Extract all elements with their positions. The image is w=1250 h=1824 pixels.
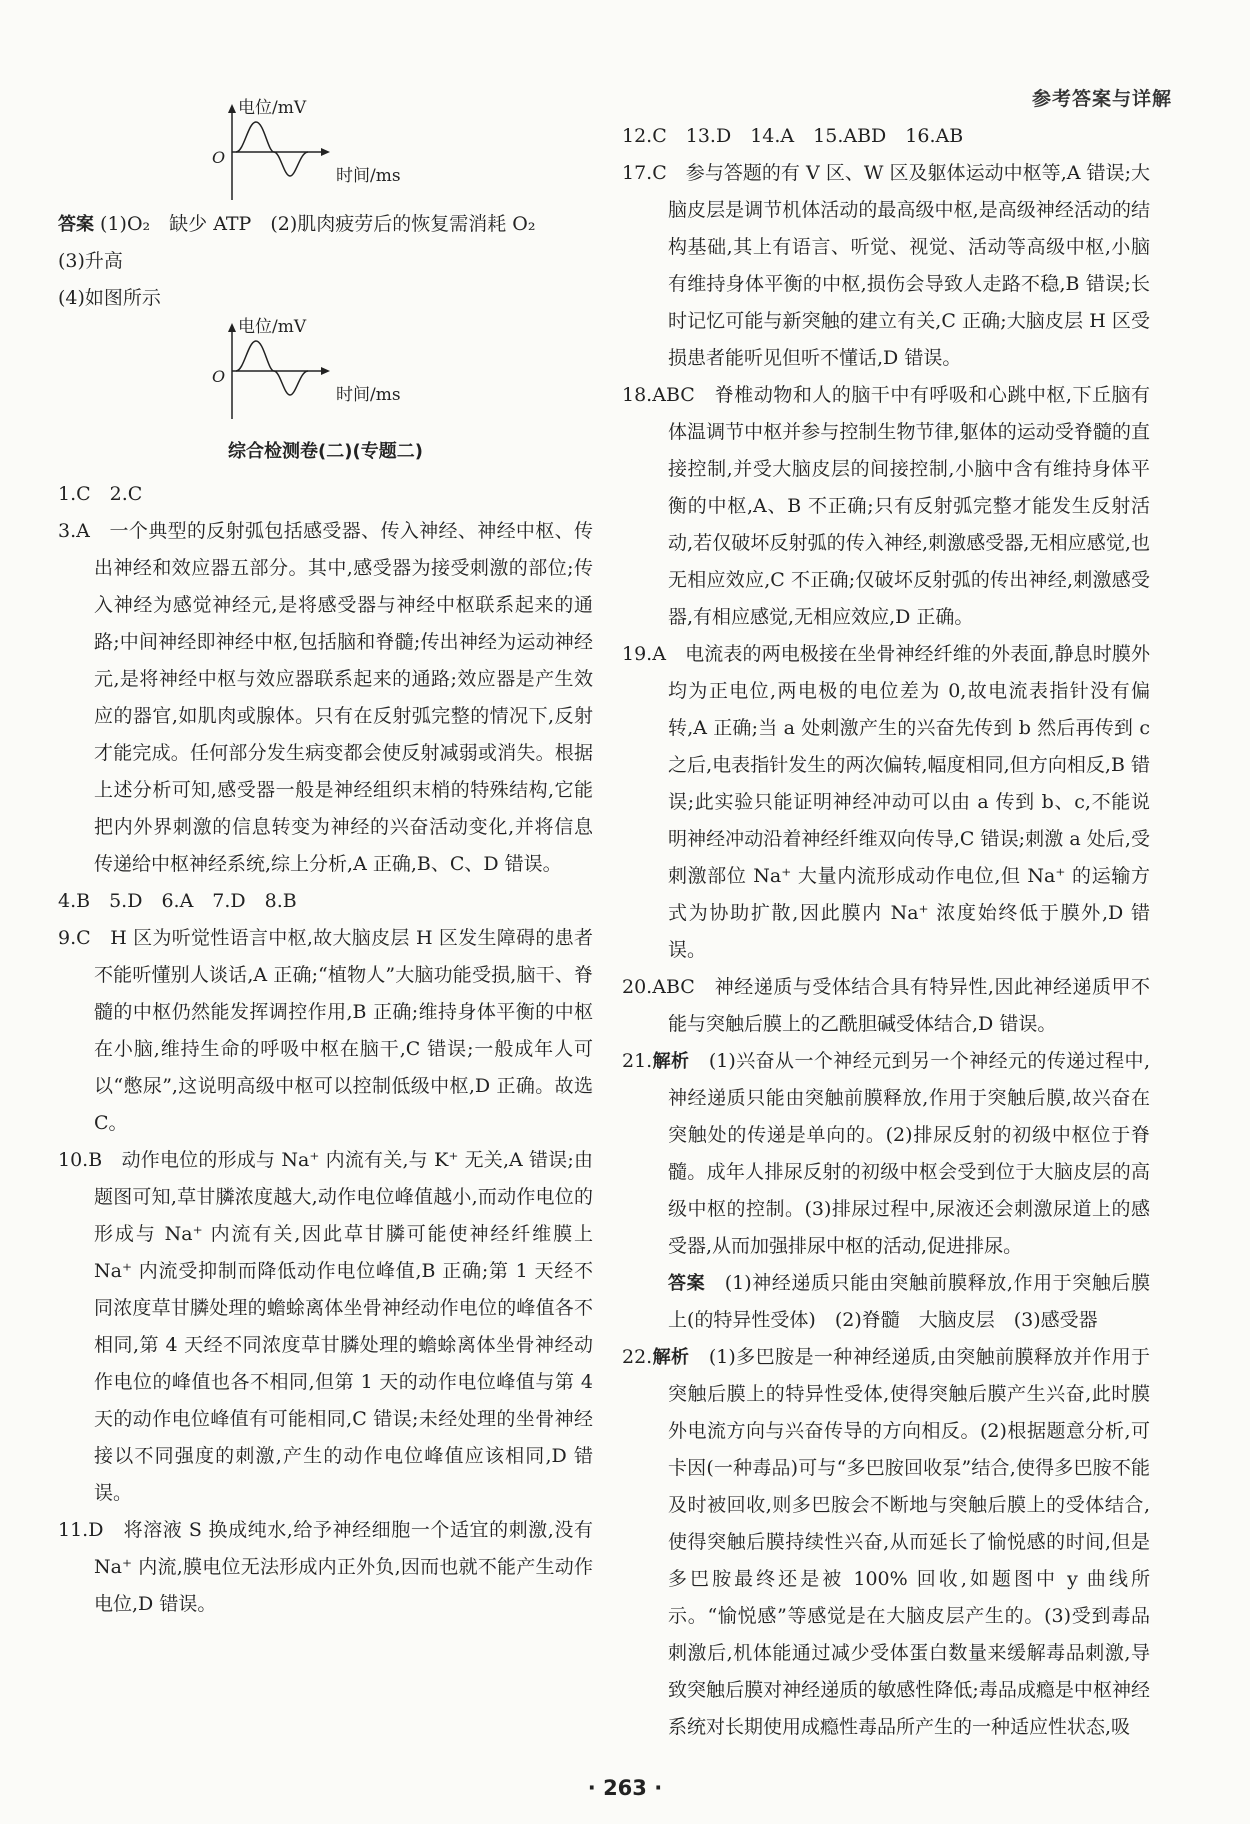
answer-label: 答案 [668, 1273, 706, 1294]
answer-19: 19.A 电流表的两电极接在坐骨神经纤维的外表面,静息时膜外均为正电位,两电极的电位差为 0,故电流表指针没有偏转,A 正确;当 a 处刺激产生的兴奋先传到 b 然后再传到 c 之后,电表指针发生的两次偏转,幅度相同,但方向相反,B 错误;此实验只能证明神经冲动可以由 a 传到 b、c,不能说明神经冲动沿着神经纤维双向传导,C 错误;刺激 a 处后,受刺激部位 Na⁺ 大量内流形成动作电位,但 Na⁺ 的运输方式为协助扩散,因此膜内 Na⁺ 浓度始终低于膜外,D 错误。 [622, 643, 1150, 961]
answer-line-3: (4)如图所示 [58, 287, 161, 309]
q21-analysis-text: (1)兴奋从一个神经元到另一个神经元的传递过程中,神经递质只能由突触前膜释放,作用于突触后膜,故兴奋在突触处的传递是单向的。(2)排尿反射的初级中枢位于脊髓。成年人排尿反射的初级中枢会受到位于大脑皮层的高级中枢的控制。(3)排尿过程中,尿液还会刺激尿道上的感受器,从而加强排尿中枢的活动,促进排尿。 [668, 1050, 1150, 1257]
answer-line-2: (3)升高 [58, 250, 123, 272]
answer-12-16: 12.C 13.D 14.A 15.ABD 16.AB [622, 125, 964, 147]
q21-answer-text: (1)神经递质只能由突触前膜释放,作用于突触后膜上(的特异性受体) (2)脊髓 大脑皮层 (3)感受器 [668, 1272, 1150, 1331]
answer-3: 3.A 一个典型的反射弧包括感受器、传入神经、神经中枢、传出神经和效应器五部分。其中,感受器为接受刺激的部位;传入神经为感觉神经元,是将感受器与神经中枢联系起来的通路;中间神经即神经中枢,包括脑和脊髓;传出神经为运动神经元,是将神经中枢与效应器联系起来的通路;效应器是产生效应的器官,如肌肉或腺体。只有在反射弧完整的情况下,反射才能完成。任何部分发生病变都会使反射减弱或消失。根据上述分析可知,感受器一般是神经组织末梢的特殊结构,它能把内外界刺激的信息转变为神经的兴奋活动变化,并将信息传递给中枢神经系统,综上分析,A 正确,B、C、D 错误。 [58, 520, 593, 875]
answer-11: 11.D 将溶液 S 换成纯水,给予神经细胞一个适宜的刺激,没有 Na⁺ 内流,膜电位无法形成内正外负,因而也就不能产生动作电位,D 错误。 [58, 1519, 593, 1615]
graph-svg [208, 323, 528, 423]
x-axis-label: 时间/ms [336, 166, 401, 186]
q22-number: 22. [622, 1346, 653, 1368]
section-title: 综合检测卷(二)(专题二) [228, 441, 423, 462]
x-axis-label: 时间/ms [336, 385, 401, 405]
answer-line-1 [58, 206, 593, 243]
potential-graph-2 [208, 317, 528, 423]
left-column [58, 98, 593, 1623]
answer-18: 18.ABC 脊椎动物和人的脑干中有呼吸和心跳中枢,下丘脑有体温调节中枢并参与控制生物节律,躯体的运动受脊髓的直接控制,并受大脑皮层的间接控制,小脑中含有维持身体平衡的中枢,A、B 不正确;只有反射弧完整才能发生反射活动,若仅破坏反射弧的传入神经,刺激感受器,无相应感觉,也无相应效应,C 不正确;仅破坏反射弧的传出神经,刺激感受器,有相应感觉,无相应效应,D 正确。 [622, 384, 1150, 628]
right-column [622, 118, 1150, 1746]
analysis-label: 解析 [652, 1347, 690, 1368]
y-axis-label: 电位/mV [238, 98, 307, 118]
potential-graph-1 [208, 98, 528, 204]
analysis-label: 解析 [652, 1051, 690, 1072]
answer-1-2: 1.C 2.C [58, 483, 143, 505]
answer-22-analysis [622, 1339, 1150, 1746]
answer-17: 17.C 参与答题的有 V 区、W 区及躯体运动中枢等,A 错误;大脑皮层是调节机体活动的最高级中枢,是高级神经活动的结构基础,其上有语言、听觉、视觉、活动等高级中枢,小脑有维持身体平衡的中枢,损伤会导致人走路不稳,B 错误;长时记忆可能与新突触的建立有关,C 正确;大脑皮层 H 区受损患者能听见但听不懂话,D 错误。 [622, 162, 1150, 369]
y-axis-label: 电位/mV [238, 317, 307, 337]
page-header: 参考答案与详解 [1031, 88, 1172, 110]
answer-4-8: 4.B 5.D 6.A 7.D 8.B [58, 890, 297, 912]
answer-10: 10.B 动作电位的形成与 Na⁺ 内流有关,与 K⁺ 无关,A 错误;由题图可知,草甘膦浓度越大,动作电位峰值越小,而动作电位的形成与 Na⁺ 内流有关,因此草甘膦可能使神经纤维膜上 Na⁺ 内流受抑制而降低动作电位峰值,B 正确;第 1 天经不同浓度草甘膦处理的蟾蜍离体坐骨神经动作电位的峰值各不相同,第 4 天经不同浓度草甘膦处理的蟾蜍离体坐骨神经动作电位的峰值也各不相同,但第 1 天的动作电位峰值与第 4 天的动作电位峰值有可能相同,C 错误;未经处理的坐骨神经接以不同强度的刺激,产生的动作电位峰值应该相同,D 错误。 [58, 1149, 593, 1504]
answer-21-answer [622, 1265, 1150, 1339]
answer-20: 20.ABC 神经递质与受体结合具有特异性,因此神经递质甲不能与突触后膜上的乙酰胆碱受体结合,D 错误。 [622, 976, 1150, 1035]
answer-21-analysis [622, 1043, 1150, 1265]
answer-text-1: (1)O₂ 缺少 ATP (2)肌肉疲劳后的恢复需消耗 O₂ [100, 213, 536, 235]
q22-analysis-text: (1)多巴胺是一种神经递质,由突触前膜释放并作用于突触后膜上的特异性受体,使得突触后膜产生兴奋,此时膜外电流方向与兴奋传导的方向相反。(2)根据题意分析,可卡因(一种毒品)可与“多巴胺回收泵”结合,使得多巴胺不能及时被回收,则多巴胺会不断地与突触后膜上的受体结合,使得突触后膜持续性兴奋,从而延长了愉悦感的时间,但是多巴胺最终还是被 100% 回收,如题图中 y 曲线所示。“愉悦感”等感觉是在大脑皮层产生的。(3)受到毒品刺激后,机体能通过减少受体蛋白数量来缓解毒品刺激,导致突触后膜对神经递质的敏感性降低;毒品成瘾是中枢神经系统对长期使用成瘾性毒品所产生的一种适应性状态,吸 [668, 1346, 1150, 1738]
origin-label: O [212, 148, 226, 167]
answer-label: 答案 [58, 214, 94, 235]
origin-label: O [212, 367, 226, 386]
answer-9: 9.C H 区为听觉性语言中枢,故大脑皮层 H 区发生障碍的患者不能听懂别人谈话,A 正确;“植物人”大脑功能受损,脑干、脊髓的中枢仍然能发挥调控作用,B 正确;维持身体平衡的中枢在小脑,维持生命的呼吸中枢在脑干,C 错误;一般成年人可以“憋尿”,这说明高级中枢可以控制低级中枢,D 正确。故选 C。 [58, 927, 593, 1134]
page-number: · 263 · [587, 1776, 663, 1800]
q21-number: 21. [622, 1050, 653, 1072]
graph-svg [208, 104, 528, 204]
